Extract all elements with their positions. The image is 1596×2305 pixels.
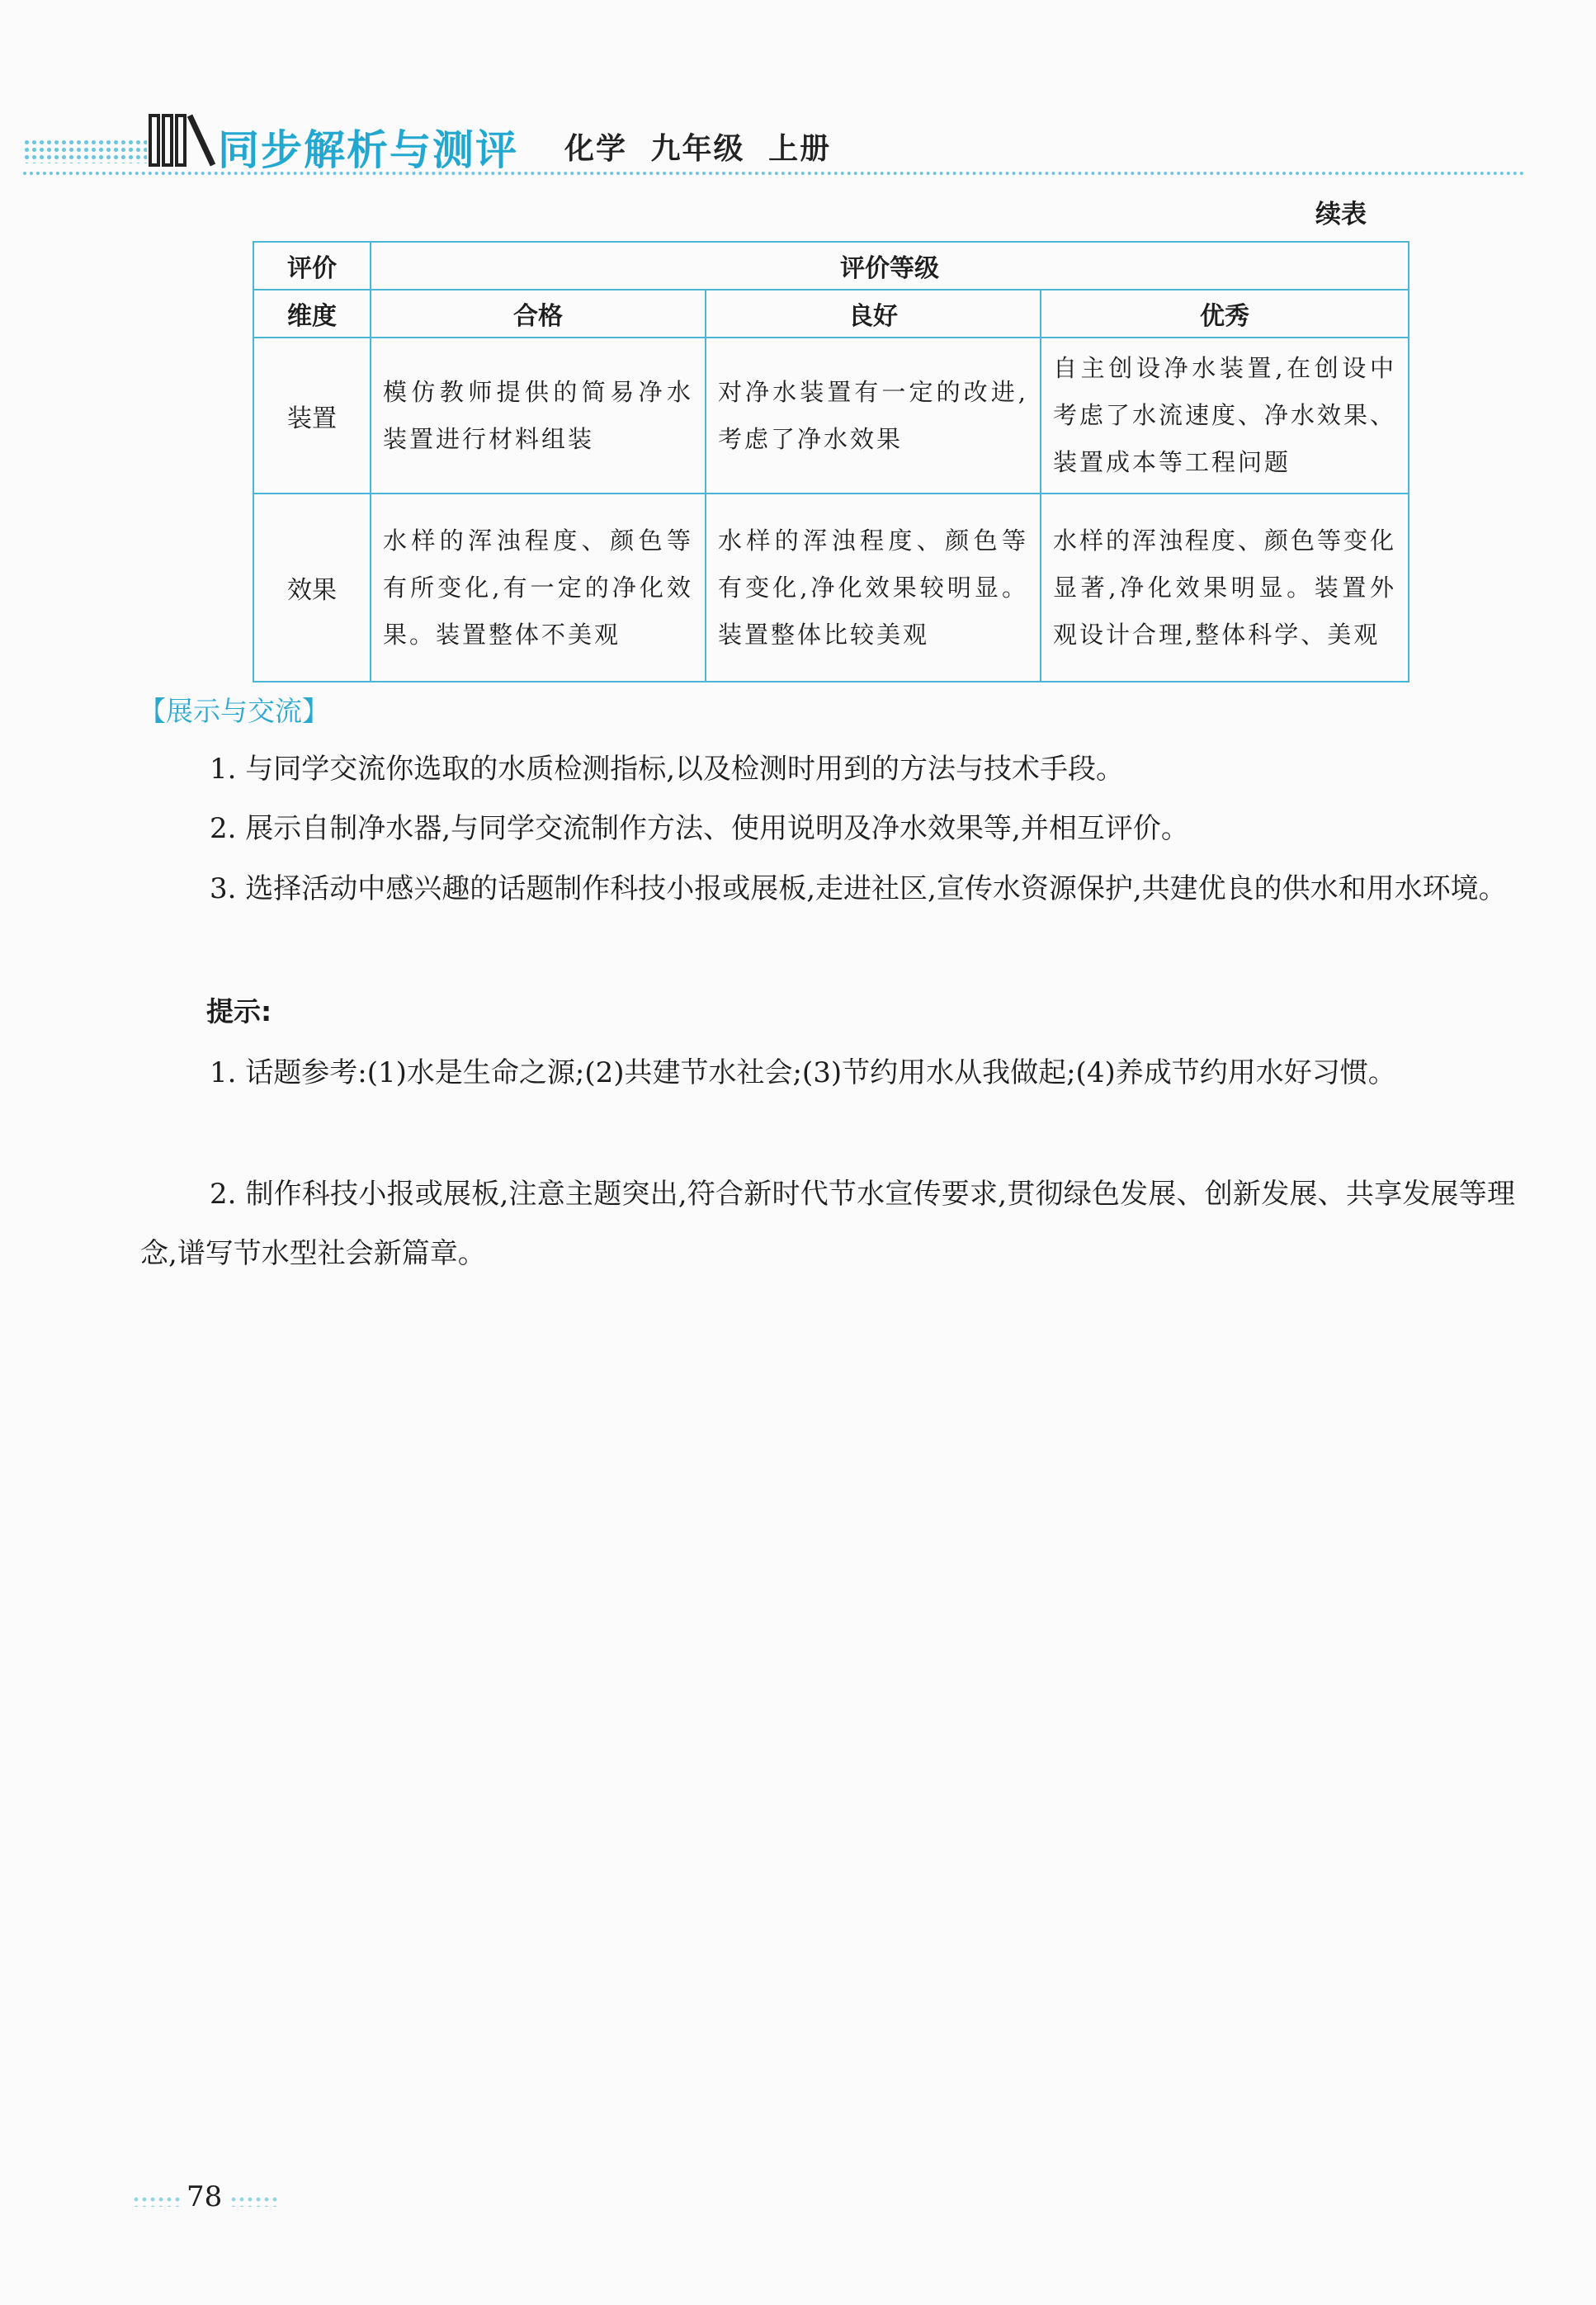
- dimension-label: 效果: [253, 494, 371, 682]
- list-item: 3. 选择活动中感兴趣的话题制作科技小报或展板,走进社区,宣传水资源保护,共建优良的供水和用水环境。: [210, 872, 1507, 905]
- table-cell: 对净水装置有一定的改进,考虑了净水效果: [706, 338, 1041, 494]
- table-cell: 自主创设净水装置,在创设中考虑了水流速度、净水效果、装置成本等工程问题: [1041, 338, 1409, 494]
- continued-label: 续表: [1315, 200, 1367, 229]
- table-cell: 模仿教师提供的简易净水装置进行材料组装: [371, 338, 706, 494]
- section-title: 【展示与交流】: [139, 695, 329, 727]
- level-header: 合格: [371, 290, 706, 338]
- header-rule: [23, 172, 1525, 175]
- page-number: 78: [187, 2180, 223, 2213]
- series-title: 同步解析与测评: [218, 126, 518, 174]
- page-number-dots-left: [132, 2195, 182, 2207]
- subject-label: 化学 九年级 上册: [564, 132, 832, 166]
- corner-top: 评价: [253, 242, 371, 290]
- hint-item: 2. 制作科技小报或展板,注意主题突出,符合新时代节水宣传要求,贯彻绿色发展、创新发展、共享发展等理念,谱写节水型社会新篇章。: [140, 1178, 1515, 1270]
- hint-item: 1. 话题参考:(1)水是生命之源;(2)共建节水社会;(3)节约用水从我做起;(4)养成节约用水好习惯。: [210, 1056, 1396, 1089]
- header-dot-pattern: [23, 139, 147, 163]
- evaluation-table: [253, 241, 1409, 683]
- table-cell: 水样的浑浊程度、颜色等有变化,净化效果较明显。装置整体比较美观: [706, 494, 1041, 682]
- dimension-label: 装置: [253, 338, 371, 494]
- grade-header: 评价等级: [371, 242, 1409, 290]
- table-cell: 水样的浑浊程度、颜色等有所变化,有一定的净化效果。装置整体不美观: [371, 494, 706, 682]
- table-row: [253, 338, 1409, 494]
- hint-label: 提示:: [206, 995, 272, 1027]
- level-header: 良好: [706, 290, 1041, 338]
- list-item: 2. 展示自制净水器,与同学交流制作方法、使用说明及净水效果等,并相互评价。: [210, 812, 1189, 845]
- table-row: [253, 494, 1409, 682]
- corner-bottom: 维度: [253, 290, 371, 338]
- list-item: 1. 与同学交流你选取的水质检测指标,以及检测时用到的方法与技术手段。: [210, 753, 1125, 786]
- level-header: 优秀: [1041, 290, 1409, 338]
- books-logo-icon: [149, 112, 218, 168]
- table-cell: 水样的浑浊程度、颜色等变化显著,净化效果明显。装置外观设计合理,整体科学、美观: [1041, 494, 1409, 682]
- page-number-dots-right: [229, 2195, 279, 2207]
